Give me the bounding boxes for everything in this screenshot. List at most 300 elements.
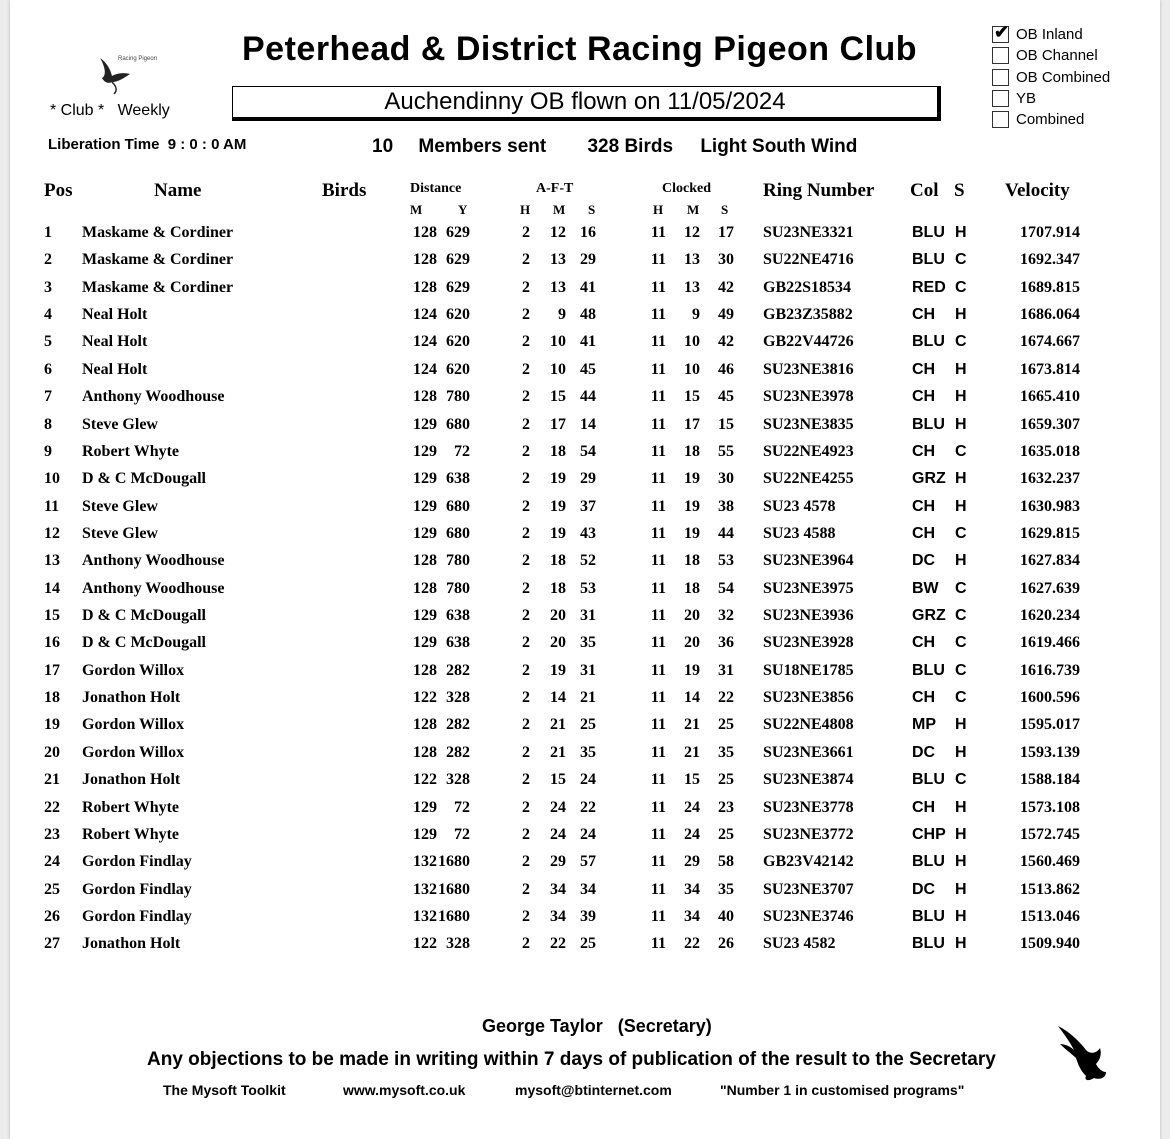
cell-colour: BLU [912,333,945,351]
cell-ring-number: SU23NE3321 [763,224,854,241]
cell-ring-number: SU23NE3936 [763,607,854,625]
cell-clk-h: 11 [650,880,666,898]
checkbox-label: OB Combined [1016,68,1111,86]
cell-pos: 25 [44,880,60,898]
cell-velocity: 1689.815 [1020,278,1080,296]
cell-ring-number: SU23NE3978 [763,388,854,406]
cell-colour: DC [912,552,936,570]
cell-clk-s: 30 [718,470,734,488]
cell-sex: H [955,360,967,378]
cell-dist-m: 129 [413,825,437,843]
cell-velocity: 1665.410 [1020,388,1080,406]
cell-aft-m: 21 [550,716,566,734]
cell-sex: H [955,415,967,433]
cell-clk-h: 11 [650,634,666,652]
cell-aft-s: 35 [580,634,596,652]
col-sex: S [954,180,965,201]
cell-clk-h: 11 [650,771,666,789]
cell-dist-m: 128 [413,224,437,241]
cell-dist-m: 128 [413,743,437,761]
cell-clk-s: 40 [718,908,734,925]
cell-sex: C [955,689,967,707]
table-row [10,443,1160,470]
cell-dist-y: 680 [446,415,470,433]
checkbox[interactable] [992,22,1010,43]
cell-aft-m: 12 [550,224,566,241]
cell-pos: 6 [44,360,52,378]
cell-clk-h: 11 [650,853,666,871]
table-row [10,908,1160,935]
cell-sex: C [955,442,967,460]
cell-dist-m: 128 [413,251,437,269]
cell-velocity: 1595.017 [1020,716,1080,734]
cell-clk-m: 10 [684,333,700,351]
cell-aft-s: 22 [580,798,596,816]
cell-aft-h: 2 [522,908,530,925]
cell-dist-m: 132 [413,880,437,898]
cell-aft-h: 2 [522,743,530,761]
cell-clk-m: 15 [684,771,700,789]
cell-sex: H [955,935,967,953]
cell-aft-m: 19 [550,661,566,679]
cell-pos: 15 [44,607,60,625]
cell-colour: BLU [912,853,945,871]
cell-velocity: 1635.018 [1020,442,1080,460]
cell-clk-m: 20 [684,607,700,625]
cell-aft-m: 21 [550,743,566,761]
cell-name: Gordon Findlay [82,880,192,898]
cell-clk-m: 13 [684,251,700,269]
secretary-name: George Taylor (Secretary) [482,1016,712,1036]
cell-clk-m: 34 [684,908,700,925]
cell-aft-m: 18 [550,552,566,570]
cell-aft-s: 37 [580,497,596,515]
cell-sex: H [955,880,967,898]
cell-dist-y: 282 [446,716,470,734]
checkmark-icon: ✔ [994,22,1010,43]
race-type-checkboxes [992,24,1110,130]
cell-aft-h: 2 [522,360,530,378]
cell-clk-h: 11 [650,607,666,625]
cell-clk-m: 19 [684,497,700,515]
cell-pos: 2 [44,251,52,269]
cell-velocity: 1600.596 [1020,689,1080,707]
cell-dist-y: 620 [446,333,470,351]
cell-ring-number: GB22V44726 [763,333,854,351]
cell-colour: GRZ [912,607,946,625]
cell-pos: 22 [44,798,60,816]
cell-pos: 12 [44,524,60,542]
col-name: Name [154,180,202,201]
cell-clk-s: 35 [718,743,734,761]
cell-aft-s: 34 [580,880,596,898]
cell-aft-h: 2 [522,306,530,324]
cell-sex: H [955,552,967,570]
cell-ring-number: SU23NE3816 [763,360,854,378]
cell-sex: H [955,388,967,406]
col-clk-m: M [687,202,700,217]
cell-dist-m: 129 [413,634,437,652]
cell-colour: BLU [912,908,945,925]
cell-clk-m: 17 [684,415,700,433]
cell-aft-h: 2 [522,470,530,488]
cell-aft-h: 2 [522,251,530,269]
cell-velocity: 1627.639 [1020,579,1080,597]
checkbox[interactable] [992,90,1009,107]
cell-colour: CH [912,497,936,515]
col-aft-h: H [520,202,531,217]
checkbox[interactable] [992,111,1009,128]
table-row [10,634,1160,661]
cell-sex: C [955,251,967,269]
cell-dist-y: 328 [446,771,470,789]
table-row [10,662,1160,689]
cell-aft-s: 57 [580,853,596,871]
cell-aft-s: 31 [580,661,596,679]
cell-pos: 18 [44,689,60,707]
cell-sex: C [955,579,967,597]
cell-name: Maskame & Cordiner [82,278,234,296]
cell-name: D & C McDougall [82,634,206,652]
cell-sex: H [955,825,967,843]
cell-aft-m: 15 [550,388,566,406]
cell-clk-h: 11 [650,798,666,816]
cell-clk-m: 14 [684,689,700,707]
cell-name: Gordon Willox [82,743,185,761]
cell-colour: DC [912,743,936,761]
cell-clk-m: 19 [684,524,700,542]
cell-name: Anthony Woodhouse [82,388,225,406]
cell-velocity: 1509.940 [1020,935,1080,953]
cell-clk-s: 53 [718,552,734,570]
cell-velocity: 1686.064 [1020,306,1080,324]
cell-clk-h: 11 [650,388,666,406]
cell-aft-h: 2 [522,442,530,460]
cell-dist-m: 128 [413,716,437,734]
cell-dist-y: 328 [446,935,470,953]
cell-clk-s: 30 [718,251,734,269]
cell-clk-m: 22 [684,935,700,953]
wind-conditions: Light South Wind [700,136,858,157]
checkbox-row[interactable] [992,109,1110,130]
cell-dist-m: 129 [413,415,437,433]
cell-name: Maskame & Cordiner [82,251,234,269]
cell-velocity: 1620.234 [1020,607,1080,625]
col-aft-m: M [553,202,566,217]
cell-dist-y: 680 [446,497,470,515]
checkbox[interactable] [992,69,1009,86]
cell-dist-m: 122 [413,771,437,789]
cell-aft-s: 54 [580,442,596,460]
cell-dist-y: 620 [446,360,470,378]
cell-clk-h: 11 [650,908,666,925]
col-birds: Birds [322,180,367,201]
cell-sex: C [955,524,967,542]
cell-pos: 13 [44,552,60,570]
checkbox[interactable] [992,47,1009,64]
cell-ring-number: SU23NE3746 [763,908,854,925]
cell-dist-m: 128 [413,278,437,296]
cell-dist-m: 124 [413,360,437,378]
cell-sex: C [955,607,967,625]
col-distance: Distance [410,181,462,196]
col-clocked: Clocked [662,181,711,196]
cell-aft-h: 2 [522,798,530,816]
cell-clk-s: 44 [718,524,734,542]
race-title-box: Auchendinny OB flown on 11/05/2024 [232,86,941,121]
cell-colour: CH [912,634,936,652]
cell-clk-h: 11 [650,251,666,269]
cell-aft-h: 2 [522,853,530,871]
cell-aft-m: 13 [550,251,566,269]
cell-aft-s: 48 [580,306,596,324]
cell-name: Gordon Findlay [82,853,192,871]
cell-sex: H [955,306,967,324]
cell-velocity: 1707.914 [1020,224,1080,241]
cell-velocity: 1573.108 [1020,798,1080,816]
cell-sex: C [955,333,967,351]
cell-aft-h: 2 [522,689,530,707]
cell-aft-s: 41 [580,278,596,296]
cell-ring-number: SU23NE3928 [763,634,854,652]
cell-clk-s: 38 [718,497,734,515]
cell-ring-number: SU23NE3856 [763,689,854,707]
cell-colour: BW [912,579,939,597]
cell-ring-number: SU23NE3778 [763,798,854,816]
col-dist-y: Y [458,202,468,217]
cell-pos: 9 [44,442,52,460]
cell-clk-m: 21 [684,743,700,761]
email-link[interactable]: mysoft@btinternet.com [515,1082,672,1098]
cell-ring-number: SU23NE3772 [763,825,854,843]
cell-pos: 20 [44,743,60,761]
website-link[interactable]: www.mysoft.co.uk [343,1082,466,1098]
cell-aft-m: 9 [558,306,566,324]
table-row [10,716,1160,743]
table-row [10,853,1160,880]
cell-aft-h: 2 [522,935,530,953]
cell-clk-m: 24 [684,825,700,843]
checkbox-label: OB Channel [1016,47,1098,65]
cell-velocity: 1513.862 [1020,880,1080,898]
cell-clk-s: 22 [718,689,734,707]
cell-clk-m: 21 [684,716,700,734]
cell-clk-m: 29 [684,853,700,871]
cell-dist-m: 129 [413,798,437,816]
cell-velocity: 1674.667 [1020,333,1080,351]
cell-velocity: 1627.834 [1020,552,1080,570]
cell-dist-m: 128 [413,579,437,597]
cell-aft-m: 18 [550,442,566,460]
club-weekly-label: * Club * Weekly [50,102,170,119]
cell-clk-h: 11 [650,716,666,734]
cell-colour: CH [912,360,936,378]
col-ring-number: Ring Number [763,180,875,201]
cell-aft-h: 2 [522,497,530,515]
table-row [10,306,1160,333]
cell-colour: CH [912,689,936,707]
cell-velocity: 1616.739 [1020,661,1080,679]
cell-aft-h: 2 [522,771,530,789]
cell-dist-m: 128 [413,661,437,679]
col-dist-m: M [410,202,423,217]
cell-clk-m: 9 [692,306,700,324]
cell-dist-y: 72 [454,825,470,843]
cell-aft-m: 19 [550,470,566,488]
cell-aft-s: 44 [580,388,596,406]
cell-aft-s: 25 [580,935,596,953]
cell-clk-h: 11 [650,579,666,597]
cell-dist-y: 780 [446,552,470,570]
cell-name: D & C McDougall [82,470,206,488]
cell-dist-y: 1680 [438,908,470,925]
cell-colour: BLU [912,224,945,241]
cell-dist-y: 72 [454,798,470,816]
birds-count: 328 Birds [587,136,674,157]
col-clk-s: S [721,202,729,217]
cell-clk-h: 11 [650,524,666,542]
cell-aft-m: 24 [550,825,566,843]
cell-colour: CH [912,388,936,406]
cell-dist-m: 124 [413,306,437,324]
cell-aft-s: 41 [580,333,596,351]
cell-name: Gordon Findlay [82,908,192,925]
cell-sex: H [955,743,967,761]
cell-clk-s: 42 [718,333,734,351]
cell-ring-number: SU23 4578 [763,497,836,515]
cell-aft-m: 18 [550,579,566,597]
cell-ring-number: GB23Z35882 [763,306,853,324]
cell-clk-s: 15 [718,415,734,433]
cell-pos: 7 [44,388,52,406]
cell-aft-h: 2 [522,552,530,570]
cell-dist-y: 620 [446,306,470,324]
cell-ring-number: SU22NE4808 [763,716,854,734]
cell-clk-h: 11 [650,333,666,351]
cell-ring-number: SU23 4582 [763,935,836,953]
cell-ring-number: SU22NE4716 [763,251,854,269]
cell-velocity: 1513.046 [1020,908,1080,925]
cell-clk-s: 49 [718,306,734,324]
cell-colour: DC [912,880,936,898]
cell-clk-s: 32 [718,607,734,625]
cell-dist-m: 129 [413,442,437,460]
cell-name: D & C McDougall [82,607,206,625]
cell-colour: BLU [912,771,945,789]
table-row [10,470,1160,497]
cell-aft-m: 14 [550,689,566,707]
cell-clk-m: 20 [684,634,700,652]
cell-clk-m: 19 [684,470,700,488]
page-title: Peterhead & District Racing Pigeon Club [242,30,918,68]
table-row [10,498,1160,525]
cell-aft-m: 24 [550,798,566,816]
cell-clk-s: 55 [718,442,734,460]
cell-dist-y: 1680 [438,880,470,898]
cell-aft-m: 20 [550,634,566,652]
cell-clk-m: 18 [684,579,700,597]
cell-sex: H [955,497,967,515]
cell-name: Maskame & Cordiner [82,224,234,241]
cell-dist-y: 680 [446,524,470,542]
cell-clk-s: 31 [718,661,734,679]
cell-clk-h: 11 [650,743,666,761]
cell-dist-m: 129 [413,470,437,488]
cell-aft-m: 10 [550,360,566,378]
cell-aft-h: 2 [522,415,530,433]
cell-velocity: 1632.237 [1020,470,1080,488]
checkbox-row[interactable] [992,24,1110,45]
cell-ring-number: SU22NE4923 [763,442,854,460]
cell-clk-s: 25 [718,771,734,789]
cell-ring-number: GB22S18534 [763,278,852,296]
cell-ring-number: SU23NE3964 [763,552,854,570]
cell-name: Jonathon Holt [82,935,181,953]
cell-ring-number: SU23NE3661 [763,743,854,761]
cell-aft-h: 2 [522,880,530,898]
cell-ring-number: GB23V42142 [763,853,854,871]
cell-pos: 17 [44,661,60,679]
cell-aft-m: 22 [550,935,566,953]
table-row [10,881,1160,908]
cell-aft-h: 2 [522,278,530,296]
cell-pos: 19 [44,716,60,734]
cell-ring-number: SU18NE1785 [763,661,854,679]
cell-clk-s: 35 [718,880,734,898]
cell-name: Neal Holt [82,333,148,351]
cell-dist-y: 1680 [438,853,470,871]
cell-dist-y: 282 [446,661,470,679]
cell-pos: 3 [44,278,52,296]
checkbox-row[interactable] [992,88,1110,109]
cell-sex: C [955,771,967,789]
cell-aft-h: 2 [522,716,530,734]
cell-clk-h: 11 [650,935,666,953]
col-clk-h: H [653,202,664,217]
cell-aft-s: 24 [580,825,596,843]
checkbox-row[interactable] [992,67,1110,88]
table-row [10,826,1160,853]
cell-velocity: 1692.347 [1020,251,1080,269]
cell-pos: 27 [44,935,60,953]
cell-colour: MP [912,716,936,734]
checkbox-label: YB [1016,90,1037,108]
cell-name: Robert Whyte [82,825,180,843]
cell-aft-h: 2 [522,524,530,542]
cell-clk-m: 18 [684,442,700,460]
bird-silhouette-icon [1056,1024,1108,1082]
cell-aft-m: 15 [550,771,566,789]
cell-clk-s: 23 [718,798,734,816]
cell-dist-m: 128 [413,552,437,570]
cell-ring-number: SU23NE3707 [763,880,854,898]
table-row [10,799,1160,826]
cell-clk-h: 11 [650,306,666,324]
cell-aft-s: 16 [580,224,596,241]
cell-pos: 24 [44,853,60,871]
checkbox-row[interactable] [992,45,1110,66]
cell-dist-m: 132 [413,908,437,925]
cell-clk-m: 13 [684,278,700,296]
cell-aft-h: 2 [522,607,530,625]
cell-aft-h: 2 [522,661,530,679]
cell-aft-m: 34 [550,908,566,925]
cell-colour: GRZ [912,470,946,488]
col-aft: A-F-T [536,181,574,196]
result-sheet [10,0,1160,1139]
cell-sex: C [955,278,967,296]
cell-velocity: 1673.814 [1020,360,1080,378]
